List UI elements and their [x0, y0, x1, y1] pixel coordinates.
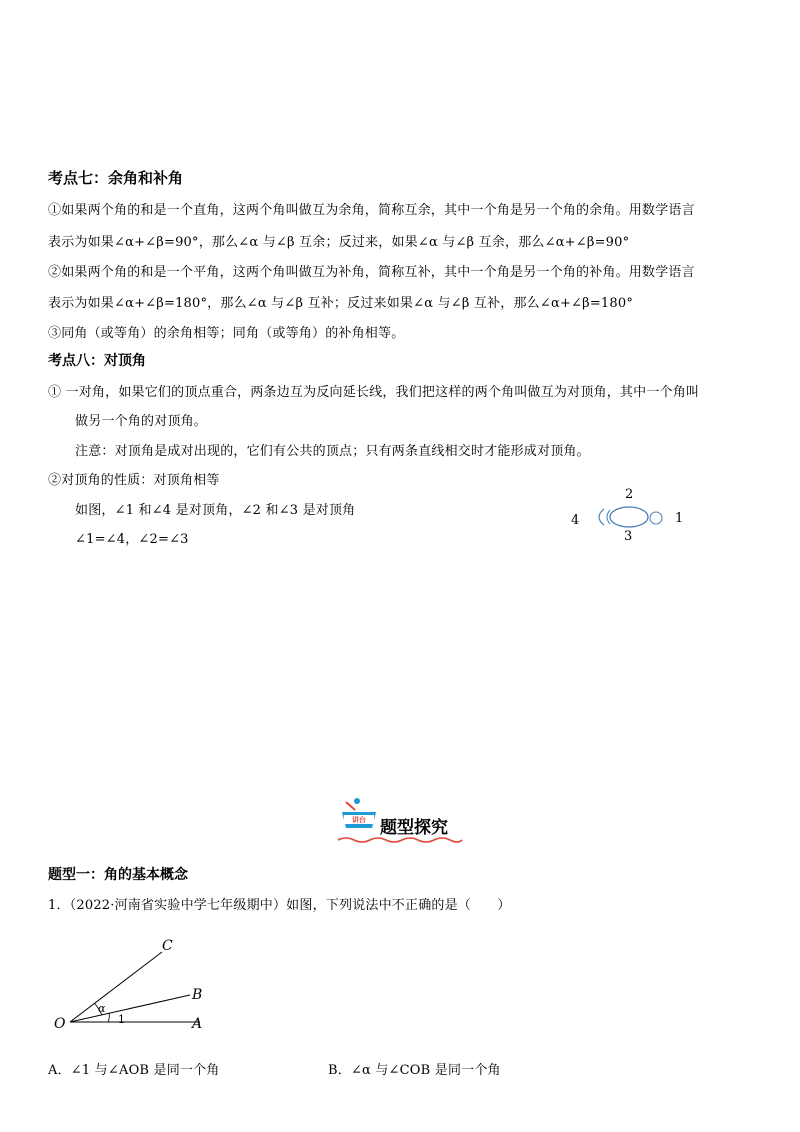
figure-ellipse — [610, 507, 648, 527]
label-alpha: α — [98, 1002, 106, 1015]
section8-line1: ① 一对角，如果它们的顶点重合，两条边互为反向延长线，我们把这样的两个角叫做互为对顶角，其中一个角叫 — [48, 385, 700, 400]
banner-wave-underline — [338, 838, 462, 842]
figure-arc-right — [650, 512, 662, 524]
section8-line5: ∠1=∠4，∠2=∠3 — [75, 532, 189, 547]
section7-line3: ②如果两个角的和是一个平角，这两个角叫做互为补角，简称互补，其中一个角是另一个角的补角。用数学语言 — [48, 265, 695, 280]
option-b[interactable]: B．∠α 与∠COB 是同一个角 — [328, 1063, 501, 1078]
label-1: 1 — [118, 1013, 125, 1026]
label-o: O — [54, 1016, 66, 1032]
angle-figure — [50, 932, 220, 1036]
section7-title: 考点七：余角和补角 — [48, 169, 184, 187]
label-a: A — [192, 1016, 203, 1032]
figure-label-2: 2 — [625, 487, 634, 502]
arc-angle-1 — [108, 1013, 109, 1022]
section7-line5: ③同角（或等角）的余角相等；同角（或等角）的补角相等。 — [48, 326, 405, 341]
section7-line1: ①如果两个角的和是一个直角，这两个角叫做互为余角，简称互余，其中一个角是另一个角的余角。用数学语言 — [48, 203, 695, 218]
banner-title: 题型探究 — [380, 818, 448, 838]
figure-label-3: 3 — [624, 529, 633, 544]
section8-note: 注意：对顶角是成对出现的，它们有公共的顶点；只有两条直线相交时才能形成对顶角。 — [75, 444, 590, 459]
section8-line4: 如图，∠1 和∠4 是对顶角，∠2 和∠3 是对顶角 — [75, 503, 356, 518]
section8-line2: 做另一个角的对顶角。 — [75, 414, 208, 429]
label-b: B — [192, 987, 203, 1003]
banner-microphone-stem — [346, 802, 355, 810]
question-type-banner — [336, 796, 466, 848]
banner-microphone-icon — [354, 798, 360, 804]
vertical-angle-figure — [560, 482, 700, 546]
section8-line3: ②对顶角的性质：对顶角相等 — [48, 473, 220, 488]
podium-label: 讲台 — [352, 815, 366, 824]
label-c: C — [162, 938, 173, 954]
option-a[interactable]: A．∠1 与∠AOB 是同一个角 — [48, 1063, 220, 1078]
section7-line4: 表示为如果∠α+∠β=180°，那么∠α 与∠β 互补；反过来如果∠α 与∠β 互补，那么∠α+∠β=180° — [48, 296, 634, 311]
figure-label-1: 1 — [675, 511, 684, 526]
section8-title: 考点八：对顶角 — [48, 353, 146, 369]
figure-label-4: 4 — [571, 513, 580, 528]
figure-arc-left — [599, 509, 604, 525]
question-1-text: 1．（2022·河南省实验中学七年级期中）如图，下列说法中不正确的是（ ） — [48, 898, 511, 913]
section7-line2: 表示为如果∠α+∠β=90°，那么∠α 与∠β 互余；反过来，如果∠α 与∠β 互余，那么∠α+∠β=90° — [48, 235, 630, 250]
type1-title: 题型一：角的基本概念 — [48, 867, 188, 883]
